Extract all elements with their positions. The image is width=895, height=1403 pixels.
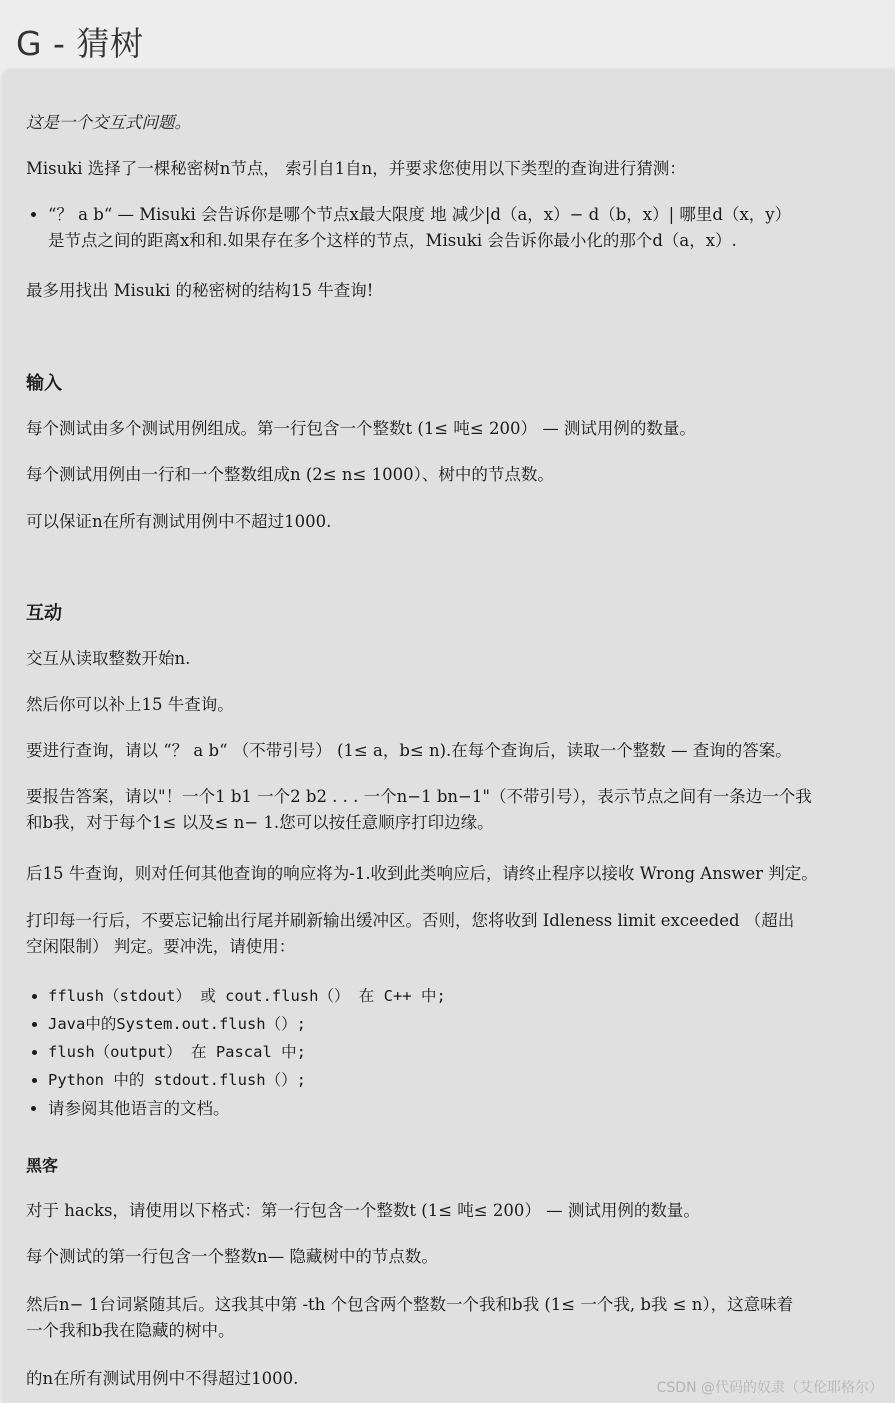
flush-note-line-2: 空闲限制） 判定。要冲洗，请使用： — [26, 936, 296, 956]
input-paragraph-2: 每个测试用例由一行和一个整数组成n (2≤ n≤ 1000）、树中的节点数。 — [26, 465, 554, 484]
input-heading: 输入 — [26, 373, 62, 394]
hacks-paragraph-2: 每个测试的第一行包含一个整数n— 隐藏树中的节点数。 — [26, 1247, 438, 1266]
answer-format-line-1: 要报告答案，请以"！一个1 b1 一个2 b2 . . . 一个n−1 bn−1"（不带引号），表示节点之间有一条边一个我 — [26, 787, 812, 806]
problem-statement-panel — [2, 70, 895, 1403]
input-paragraph-3: 可以保证n在所有测试用例中不超过1000. — [26, 512, 332, 531]
answer-format-line-2: 和b我，对于每个1≤ 以及≤ n− 1.您可以按任意顺序打印边缘。 — [26, 812, 494, 832]
hacks-format-line-1: 然后n− 1台词紧随其后。这我其中第 -th 个包含两个整数一个我和b我 (1≤ 一个我, b我 ≤ n），这意味着 — [26, 1295, 794, 1314]
hacks-paragraph-1: 对于 hacks，请使用以下格式：第一行包含一个整数t (1≤ 吨≤ 200） — 测试用例的数量。 — [26, 1201, 700, 1220]
interaction-paragraph-1: 交互从读取整数开始n. — [26, 649, 191, 668]
hacks-paragraph-3 — [26, 1292, 793, 1343]
flush-method-item: • Java中的System.out.flush（）; — [48, 1012, 446, 1036]
flush-method-item: • Python 中的 stdout.flush（）; — [48, 1068, 446, 1092]
input-paragraph-1: 每个测试由多个测试用例组成。第一行包含一个整数t (1≤ 吨≤ 200） — 测试用例的数量。 — [26, 419, 696, 438]
interaction-paragraph-5: 后15 牛查询，则对任何其他查询的响应将为-1.收到此类响应后，请终止程序以接收 Wrong Answer 判定。 — [26, 864, 818, 883]
watermark-text: CSDN @代码的奴隶（艾伦耶格尔） — [656, 1380, 883, 1396]
flush-note-line-1: 打印每一行后，不要忘记输出行尾并刷新输出缓冲区。否则，您将收到 Idleness limit exceeded （超出 — [26, 911, 795, 930]
query-description-line-2: 是节点之间的距离x和和.如果存在多个这样的节点，Misuki 会告诉你最小化的那个d（a，x）. — [48, 230, 737, 250]
page-title: G - 猜树 — [16, 24, 144, 63]
query-description-list — [26, 202, 791, 257]
goal-paragraph: 最多用找出 Misuki 的秘密树的结构15 牛查询! — [26, 281, 374, 300]
interaction-paragraph-6 — [26, 908, 794, 959]
hacks-heading: 黑客 — [26, 1156, 59, 1175]
statement-paragraph: Misuki 选择了一棵秘密树n节点， 索引自1自n，并要求您使用以下类型的查询进行猜测： — [26, 159, 686, 178]
flush-methods-list — [26, 984, 446, 1126]
query-description-line-1: “？ a b“ — Misuki 会告诉你是哪个节点x最大限度 地 减少|d（a，x）− d（b，x）| 哪里d（x，y） — [48, 205, 792, 224]
interaction-paragraph-4 — [26, 784, 812, 835]
flush-method-item: • flush（output） 在 Pascal 中; — [48, 1040, 446, 1064]
query-description-item — [48, 202, 791, 253]
interaction-heading: 互动 — [26, 603, 62, 624]
interactive-note: 这是一个交互式问题。 — [26, 113, 191, 132]
interaction-paragraph-3: 要进行查询，请以 “？ a b“ （不带引号） (1≤ a，b≤ n).在每个查询后，读取一个整数 — 查询的答案。 — [26, 741, 792, 760]
interaction-paragraph-2: 然后你可以补上15 牛查询。 — [26, 695, 234, 714]
hacks-format-line-2: 一个我和b我在隐藏的树中。 — [26, 1320, 235, 1340]
flush-method-item: • fflush（stdout） 或 cout.flush（） 在 C++ 中; — [48, 984, 446, 1008]
hacks-paragraph-4: 的n在所有测试用例中不得超过1000. — [26, 1369, 299, 1388]
flush-method-item: • 请参阅其他语言的文档。 — [48, 1096, 446, 1122]
